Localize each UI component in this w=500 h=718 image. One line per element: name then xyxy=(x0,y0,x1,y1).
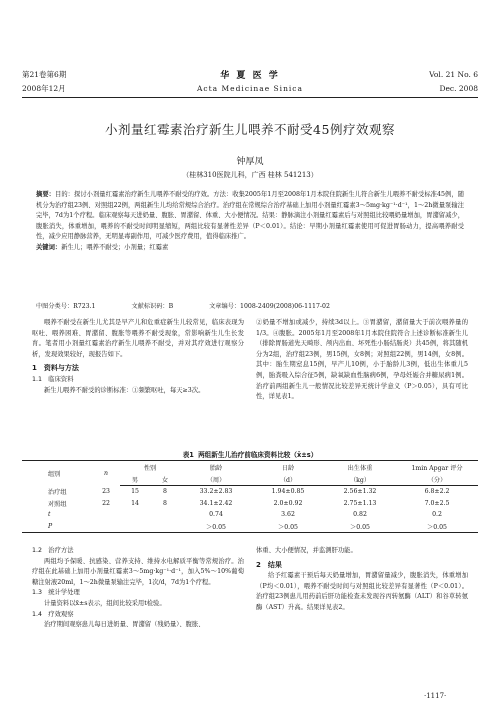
section-heading-1: 1 资料与方法 xyxy=(32,364,79,373)
cell-apgar: 7.0±2.5 xyxy=(424,499,450,507)
col-header-day-age: 日龄 xyxy=(252,461,324,475)
header-rule xyxy=(22,97,478,98)
cell-apgar: 0.2 xyxy=(432,511,442,519)
article-author: 钟厚凤 xyxy=(236,157,264,167)
table-row xyxy=(22,486,478,498)
cell-birth-weight: ＞0.05 xyxy=(324,521,396,533)
intro-paragraph: 喂养不耐受在新生儿尤其是早产儿和危重症新生儿较常见，临床表现为呕吐、喂养困难、胃潴留、腹胀等喂养不耐受现象，常影响新生儿生长发育。笔者用小剂量红霉素治疗新生儿喂养不耐受，并对其疗效进行观察分析，发现效果较好，现报告如下。 xyxy=(32,319,244,358)
col-unit-apgar: （分） xyxy=(396,474,478,486)
cell-birth-weight: 2.56±1.32 xyxy=(343,488,377,496)
cell-group: 对照组 xyxy=(48,500,67,508)
cell-day-age: 1.94±0.85 xyxy=(271,488,305,496)
col-header-n: n xyxy=(92,461,120,486)
keywords-text: 新生儿；喂养不耐受；小剂量；红霉素 xyxy=(61,243,169,251)
statistics-paragraph: 计量资料以x̄±s表示，组间比较采用t检验。 xyxy=(44,599,166,607)
table-caption-text: 两组新生儿治疗前临床资料比较（x̄±s） xyxy=(198,451,318,459)
cell-apgar: 6.8±2.2 xyxy=(424,488,450,496)
observation-paragraph: 治疗期间观察患儿每日进奶量、胃潴留（残奶量）、腹胀、 xyxy=(44,621,205,629)
page-number: ·1117· xyxy=(424,692,447,700)
document-code: 文献标识码：B xyxy=(131,303,174,310)
results-paragraph: 给予红霉素干预后每天奶量增加，胃潴留量减少，腹胀消失，体重增加（P均＜0.01），喂养不耐受时间与对照组比较差异有显著性（P＜0.01）。治疗组23例患儿用药前后肝功能检查未发现谷丙转氨酶（ALT）和谷草转氨酶（AST）升高。结果详见表2。 xyxy=(256,572,468,611)
cell-gestational-age: 34.1±2.42 xyxy=(199,499,233,507)
cell-gestational-age: ＞0.05 xyxy=(180,521,252,533)
treatment-paragraph: 两组均予保暖、抗感染、营养支持、维持水电解质平衡等常规治疗。治疗组在此基础上加用小剂量红霉素3～5mg·kg⁻¹·d⁻¹，加入5%～10%葡萄糖注射液20ml，1～2h微量泵输注完毕，1次/d，7d为1个疗程。 xyxy=(32,557,244,586)
table-row xyxy=(22,498,478,510)
table-caption xyxy=(0,449,500,459)
cell-day-age: 2.0±0.92 xyxy=(273,499,303,507)
col-header-female: 女 xyxy=(150,474,180,486)
cell-male xyxy=(120,521,150,533)
observation-continued: 体重、大小便情况，并监测肝功能。 xyxy=(256,547,357,554)
cell-male xyxy=(120,509,150,521)
header-volume-cn: 第21卷第6期 xyxy=(22,70,67,79)
col-header-birth-weight: 出生体重 xyxy=(324,461,396,475)
header-date-en: Dec. 2008 xyxy=(439,84,478,93)
col-header-apgar: 1min Apgar 评分 xyxy=(396,461,478,475)
cell-female: 8 xyxy=(163,488,167,496)
table-row xyxy=(22,521,478,533)
cell-n xyxy=(92,509,120,521)
article-affiliation: （桂林310医院儿科，广西 桂林 541213） xyxy=(182,171,318,179)
body-left-column-bottom xyxy=(32,546,244,631)
abstract-label: 摘要： xyxy=(36,191,55,198)
body-right-column-top xyxy=(256,318,468,403)
cell-male: 14 xyxy=(131,499,139,507)
cell-male: 15 xyxy=(131,488,139,496)
cell-group: 治疗组 xyxy=(48,489,67,496)
cell-n xyxy=(92,521,120,533)
article-title: 小剂量红霉素治疗新生儿喂养不耐受45例疗效观察 xyxy=(105,122,395,137)
col-header-group: 组别 xyxy=(22,461,92,486)
col-unit-day-age: （d） xyxy=(252,474,324,486)
clinical-data-paragraph: ②奶量不增加或减少，持续3d以上。③胃潴留，潴留量大于前次喂养量的1/3。④腹胀。2005年1月至2008年1月本院住院符合上述诊断标准新生儿（排除胃肠道先天畸形、颅内出血、坏死性小肠结肠炎）共45例，将其随机分为2组，治疗组23例，男15例，女8例；对照组22例，男14例，女8例。其中：胎生期窒息15例，早产儿10例，小于胎龄儿3例，低出生体重儿5例，胎粪吸入综合征5例，缺氧缺血性脑病6例，孕母妊娠合并糖尿病1例。治疗前两组新生儿一般情况比较差异无统计学意义（P＞0.05），具有可比性，详见表1。 xyxy=(256,319,468,401)
cell-n: 22 xyxy=(102,499,110,507)
article-meta xyxy=(36,301,464,310)
header-date-cn: 2008年12月 xyxy=(22,84,66,93)
subsection-heading-1-4: 1.4 疗效观察 xyxy=(32,610,74,618)
cell-group: P xyxy=(22,521,92,533)
subsection-heading-1-1: 1.1 临床资料 xyxy=(32,375,74,383)
table-number: 表1 xyxy=(182,451,194,459)
clinical-data-table xyxy=(22,460,478,533)
cell-female xyxy=(150,521,180,533)
col-header-gestational-age: 胎龄 xyxy=(180,461,252,475)
cell-gestational-age: 0.74 xyxy=(209,511,223,519)
diagnosis-paragraph: 新生儿喂养不耐受的诊断标准：①频繁呕吐，每天≥3次。 xyxy=(44,386,205,394)
cell-female: 8 xyxy=(163,499,167,507)
section-heading-2: 2 结果 xyxy=(256,560,282,569)
col-unit-gestational-age: （周） xyxy=(180,474,252,486)
cell-birth-weight: 0.82 xyxy=(353,511,367,519)
header-volume-en: Vol. 21 No. 6 xyxy=(429,70,478,79)
col-header-male: 男 xyxy=(120,474,150,486)
subsection-heading-1-3: 1.3 统计学处理 xyxy=(32,589,80,597)
cell-female xyxy=(150,509,180,521)
cell-gestational-age: 33.2±2.83 xyxy=(199,488,233,496)
cell-day-age: ＞0.05 xyxy=(252,521,324,533)
keywords-label: 关键词： xyxy=(36,243,62,251)
article-number: 文章编号：1008-2409(2008)06-1117-02 xyxy=(209,303,330,310)
header-journal-cn: 华 夏 医 学 xyxy=(220,71,280,81)
col-header-sex: 性别 xyxy=(120,461,180,475)
clc-number: 中图分类号：R723.1 xyxy=(36,303,96,310)
cell-apgar: ＞0.05 xyxy=(396,521,478,533)
cell-day-age: 3.62 xyxy=(281,511,295,519)
body-right-column-bottom xyxy=(256,546,468,614)
body-left-column-top xyxy=(32,318,244,396)
table-row xyxy=(22,509,478,521)
cell-n: 23 xyxy=(102,488,110,495)
cell-group: t xyxy=(48,511,51,519)
header-journal-en: Acta Medicinae Sinica xyxy=(197,84,303,93)
abstract-text: 目的：探讨小剂量红霉素治疗新生儿喂养不耐受的疗效。方法：收集2005年1月至2008年1月本院住院新生儿符合新生儿喂养不耐受标准45例，随机分为治疗组23例、对照组22例，两组新生儿均给常规综合治疗。治疗组在常规综合治疗基础上加用小剂量红霉素3～5mg·kg⁻¹·d⁻¹，1～2h微量泵输注完毕，7d为1个疗程。临床观察每天进奶量、腹胀、胃潴留、体重、大小便情况。结果：静脉滴注小剂量红霉素后与对照组比较喂奶量增加，胃潴留减少，腹胀消失，体重增加，喂养的不耐受时间明显缩短，两组比较有显著性差异（P＜0.01）。结论：早期小剂量红霉素使用可促进胃肠动力，提高喂养耐受性，减少应用静脉营养，无明显毒副作用，可减少医疗费用，值得临床推广。 xyxy=(36,191,465,241)
col-unit-birth-weight: （kg） xyxy=(324,474,396,486)
abstract xyxy=(36,190,464,254)
cell-birth-weight: 2.75±1.13 xyxy=(343,499,377,507)
subsection-heading-1-2: 1.2 治疗方法 xyxy=(32,547,74,554)
